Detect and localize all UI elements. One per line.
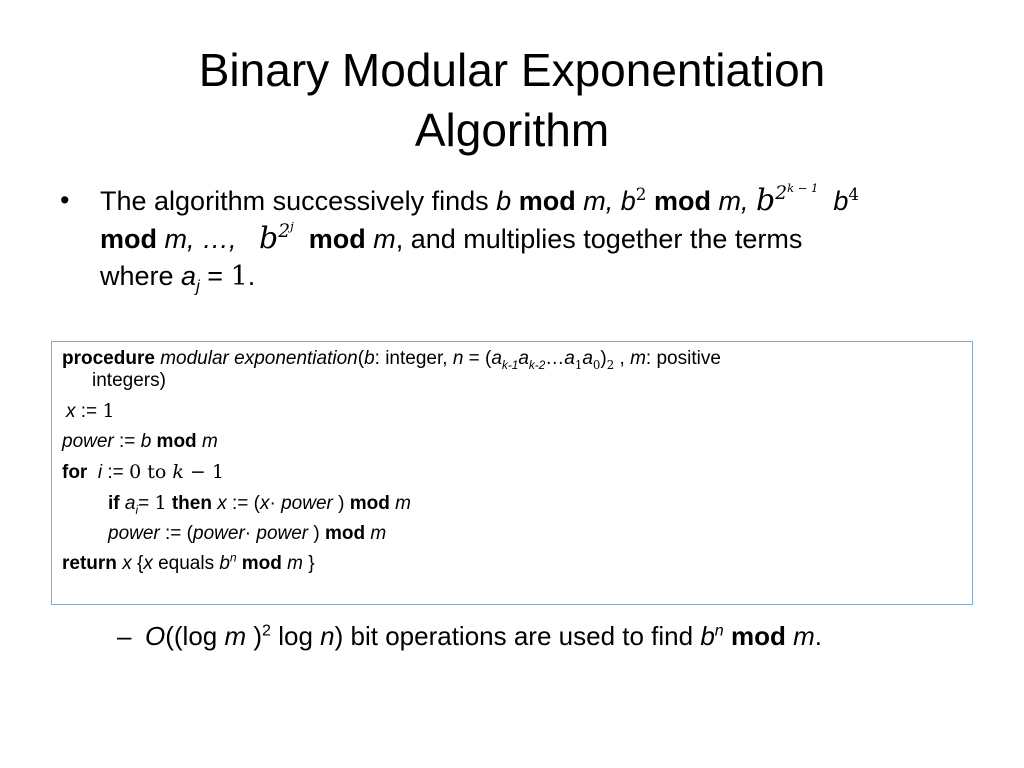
procedure-header-cont: integers) xyxy=(92,370,166,391)
main-bullet xyxy=(60,182,960,295)
line-square: power := (power· power ) mod m xyxy=(108,523,387,544)
line-for: for i := 0 to k − 1 xyxy=(62,461,224,483)
power-term-j: $b^{2^j}$ xyxy=(259,218,294,256)
bullet-text: The algorithm successively finds b mod m, $b^2$ mod m, $b^{2^{k - 1}}$ $b^4$ mod m, …, $b^{2^j}$ mod m, and multiplies together the terms where $a_j = 1$. xyxy=(100,180,860,296)
title-line-2: Algorithm xyxy=(414,104,610,156)
slide-title xyxy=(60,40,964,160)
line-init-power: power := b mod m xyxy=(62,431,218,452)
line-if: if $a_i= 1$ then x := (x· power ) mod m xyxy=(108,492,411,517)
title-line-1: Binary Modular Exponentiation xyxy=(198,44,826,96)
complexity-bullet: – O((log m )$^2$ log n) bit operations are used to find $b^n$ mod m. xyxy=(117,618,977,654)
sub-bullet-marker: – xyxy=(117,621,132,651)
procedure-box xyxy=(51,341,973,605)
line-init-x: x := 1 xyxy=(66,400,115,422)
procedure-header: procedure modular exponentiation(b: integer, $n = (a_{k-1}a_{k-2}\dots a_1a_0)_2$ , m: positive xyxy=(62,348,721,372)
power-term-k: $b^{2^{k - 1}}$ xyxy=(756,180,819,218)
line-return: return x {x equals $b^n$ mod m } xyxy=(62,551,315,574)
bullet-marker: • xyxy=(60,185,70,215)
